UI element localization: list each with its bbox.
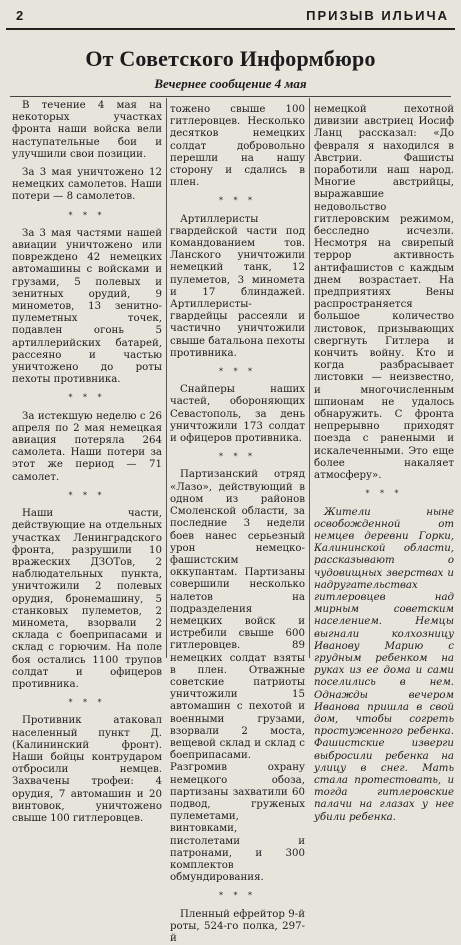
section-separator: * * * (218, 196, 257, 206)
article-subtitle: Вечернее сообщение 4 мая (154, 76, 307, 91)
paragraph: В течение 4 мая на некоторых участках фронта наши войска вели наступательные бои и улучшили свои позиции. (12, 100, 162, 160)
paragraph: Артиллеристы гвардейской части под командованием тов. Ланского уничтожили немецкий танк, 12 пулеметов, 3 миномета и 17 блиндажей. Артиллеристы-гвардейцы рассеяли и частично уничтожили свыше батальона пехоты противника. (170, 213, 305, 359)
section-separator: * * * (68, 698, 106, 708)
text-column-3 (314, 104, 454, 823)
paragraph: За истекшую неделю с 26 апреля по 2 мая немецкая авиация потеряла 264 самолета. Наши потери за этот же период — 71 самолет. (12, 410, 162, 483)
paragraph: За 3 мая уничтожено 12 немецких самолетов. Наши потери — 8 самолетов. (12, 167, 162, 203)
paragraph: Противник атаковал населенный пункт Д. (Калининский фронт). Наши бойцы контрударом отбросили немцев. Захвачены трофеи: 4 орудия, 7 автомашин и 20 винтовок, уничтожено свыше 100 гитлеровцев. (12, 715, 162, 824)
paragraph: тожено свыше 100 гитлеровцев. Несколько десятков немецких солдат добровольно перешли на нашу сторону и сдались в плен. (170, 104, 305, 189)
paragraph: немецкой пехотной дивизии австриец Иосиф Ланц рассказал: «До февраля я находился в Австрии. Фашисты поработили наш народ. Многие австрийцы, выражавшие недовольство гитлеровским режимом, бесследно исчезли. Несмотря на свирепый террор активность антифашистов с каждым днем возрастает. На предприятиях Вены распространяется большое количество листовок, призывающих свергнуть Гитлера и кончить войну. Кто и когда разбрасывает листовки — неизвестно, и многочисленным шпионам не удалось обнаружить. С фронта непрерывно приходят поезда с ранеными и искалеченными. Это еще более накаляет атмосферу». (314, 104, 454, 482)
section-separator: * * * (218, 367, 257, 377)
section-separator: * * * (68, 393, 106, 403)
paragraph: Снайперы наших частей, обороняющих Севастополь, за день уничтожили 173 солдат и офицеров противника. (170, 384, 305, 445)
section-separator: * * * (365, 489, 403, 499)
paragraph: Пленный ефрейтор 9-й роты, 524-го полка, 297-й (170, 908, 305, 944)
text-column-1 (12, 100, 162, 824)
section-separator: * * * (218, 891, 257, 901)
column-divider (309, 98, 310, 658)
newspaper-name: ПРИЗЫВ ИЛЬИЧА (306, 8, 449, 23)
section-separator: * * * (68, 210, 106, 220)
paragraph: Наши части, действующие на отдельных участках Ленинградского фронта, разрушили 10 вражеских ДЗОТов, 2 наблюдательных пункта, уничтожили 2 полевых орудия, бронемашину, 5 станковых пулеметов, 2 миномета, взорвали 2 склада с боеприпасами и склад с горючим. На поле боя остались 1100 трупов солдат и офицеров противника. (12, 508, 162, 690)
article-title: От Советского Информбюро (85, 46, 376, 71)
title-rule (10, 96, 451, 97)
page-header (6, 6, 455, 30)
paragraph: Жители ныне освобожденной от немцев деревни Горки, Калининской области, рассказывают о чудовищных зверствах и надругательствах гитлеровцев над мирным советским населением. Немцы выгнали колхозницу Иванову Марию с грудным ребенком на руках из ее дома и сами поселились в нем. Однажды вечером Иванова пришла в свой дом, чтобы согреть простуженного ребенка. Фашистские изверги выбросили ребенка на улицу в снег. Мать стала протестовать, и тогда гитлеровские палачи на глазах у нее убили ребенка. (314, 506, 454, 823)
section-separator: * * * (68, 490, 106, 500)
paragraph: Партизанский отряд «Лазо», действующий в одном из районов Смоленской области, за последние 3 недели боев нанес серьезный урон немецко-фашистским оккупантам. Партизаны совершили несколько налетов на подразделения немецких войск и истребили свыше 600 гитлеровцев. 89 немецких солдат взяты в плен. Отважные советские патриоты уничтожили 15 автомашин с пехотой и военными грузами, взорвали 2 моста, вещевой склад и склад с боеприпасами. Разгромив охрану немецкого обоза, партизаны захватили 60 подвод, груженых пулеметами, винтовками, пистолетами и патронами, и 300 комплектов обмундирования. (170, 469, 305, 884)
page-number: 2 (16, 8, 24, 23)
paragraph: За 3 мая частями нашей авиации уничтожено или повреждено 42 немецких автомашины с войсками и грузами, 5 полевых и зенитных орудий, 9 минометов, 13 зенитно-пулеметных точек, подавлен огонь 5 артиллерийских батарей, рассеяно и частью уничтожено до роты пехоты противника. (12, 227, 162, 386)
column-divider (166, 98, 167, 658)
text-column-2 (170, 104, 305, 944)
section-separator: * * * (218, 452, 257, 462)
